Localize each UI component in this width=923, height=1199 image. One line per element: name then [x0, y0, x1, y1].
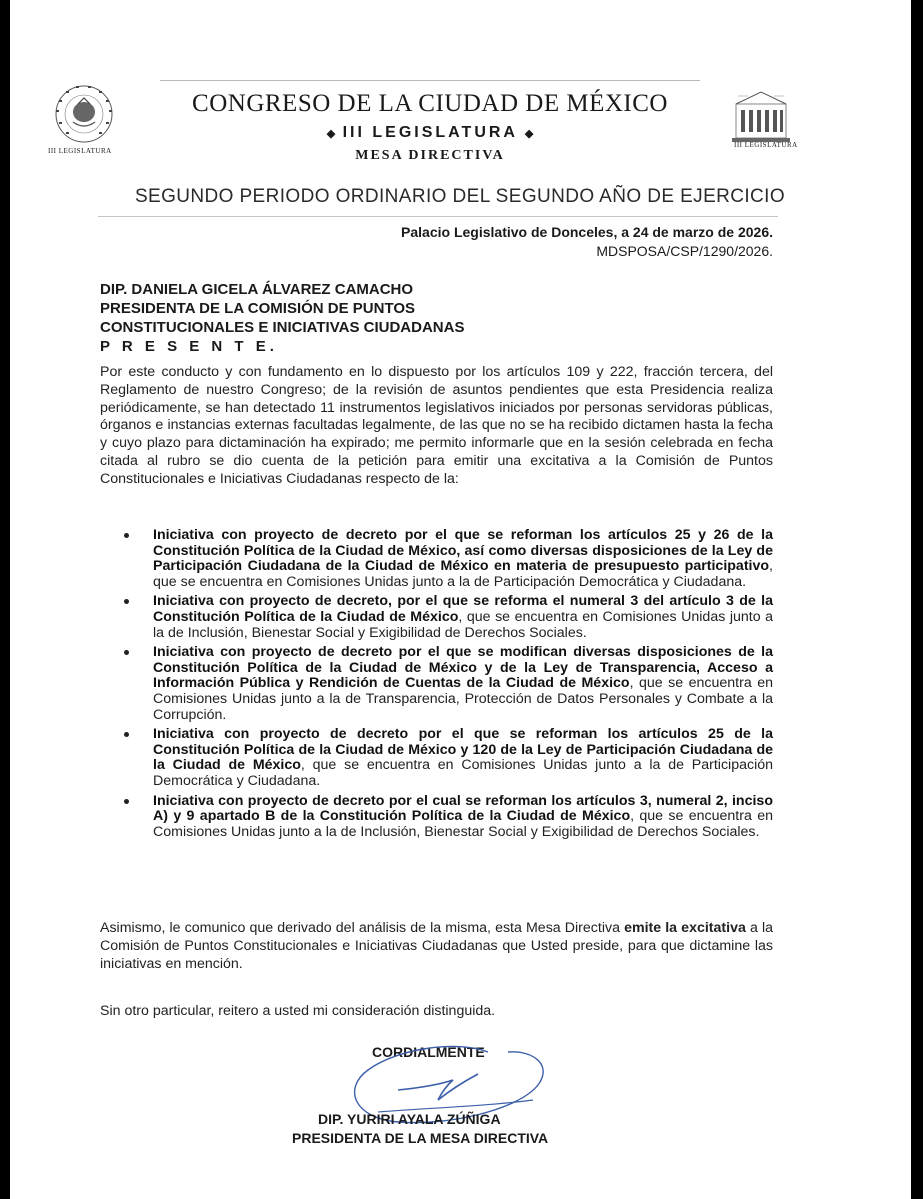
header-rule — [160, 80, 700, 81]
initiative-title: Iniciativa con proyecto de decreto por el cual se reforman los artículos 3, numeral 2, inciso A) y 9 apartado B de la Constitución Política de la Ciudad de México — [153, 792, 773, 825]
legislatura-label: III LEGISLATURA — [342, 124, 518, 141]
diamond-icon: ◆ — [326, 128, 336, 140]
list-item — [100, 645, 773, 723]
paragraph-intro: Por este conducto y con fundamento en lo dispuesto por los artículos 109 y 222, fracción tercera, del Reglamento de nuestro Congreso; de la revisión de asuntos pendientes que esta Presidencia realiza periódicamente, se han detectado 11 instrumentos legislativos iniciados por personas servidoras públicas, órganos e instancias externas facultadas legalmente, de las que no se ha recibido dictamen hasta la fecha y cuyo plazo para dictaminación ha expirado; me permito informarle que en la sesión celebrada en fecha citada al rubro se dio cuenta de la petición para emitir una excitativa a la Comisión de Puntos Constitucionales e Iniciativas Ciudadanas respecto de la: — [100, 364, 773, 487]
diamond-icon: ◆ — [524, 128, 534, 140]
bullet-icon — [124, 799, 129, 804]
mesa-directiva-label: MESA DIRECTIVA — [355, 148, 505, 163]
resolution-text-b: a la Comisión de Puntos Constitucionales e Iniciativas Ciudadanas que Usted preside, para que dictamine las iniciativas en mención. — [100, 920, 773, 972]
addressee-role-1: PRESIDENTA DE LA COMISIÓN DE PUNTOS — [100, 300, 416, 317]
list-item — [100, 727, 773, 789]
list-item — [100, 594, 773, 641]
legislatura-line — [140, 124, 720, 142]
bullet-icon — [124, 533, 129, 538]
scan-edge-left — [0, 0, 10, 1199]
congress-seal-left-icon — [42, 80, 127, 152]
initiative-status: , que se encuentra en Comisiones Unidas junto a la de Inclusión, Bienestar Social y Exigibilidad de Derechos Sociales. — [153, 608, 773, 641]
seal-right-caption: III LEGISLATURA — [734, 141, 798, 149]
list-item — [100, 528, 773, 590]
place-date: Palacio Legislativo de Donceles, a 24 de marzo de 2026. — [401, 224, 773, 240]
list-item — [100, 794, 773, 841]
bullet-icon — [124, 599, 129, 604]
period-heading: SEGUNDO PERIODO ORDINARIO DEL SEGUNDO AÑO DE EJERCICIO — [134, 186, 786, 207]
resolution-emphasis: emite la excitativa — [624, 920, 746, 936]
initiative-title: Iniciativa con proyecto de decreto por el que se reforman los artículos 25 de la Constitución Política de la Ciudad de México y 120 de la Ley de Participación Ciudadana de la Ciudad de México — [153, 726, 773, 774]
addressee-name: DIP. DANIELA GICELA ÁLVAREZ CAMACHO — [100, 281, 414, 298]
initiative-status: , que se encuentra en Comisiones Unidas junto a la de Transparencia, Protección de Datos Personales y Combate a la Corrupción. — [153, 675, 774, 723]
addressee-block — [100, 280, 464, 356]
reference-number: MDSPOSA/CSP/1290/2026. — [596, 243, 773, 259]
paragraph-farewell: Sin otro particular, reitero a usted mi consideración distinguida. — [100, 1003, 496, 1019]
initiative-title: Iniciativa con proyecto de decreto, por el que se reforma el numeral 3 del artículo 3 de la Constitución Política de la Ciudad de México — [153, 593, 773, 625]
period-rule — [98, 216, 778, 217]
addressee-role-2: CONSTITUCIONALES E INICIATIVAS CIUDADANAS — [100, 319, 465, 336]
initiatives-list — [100, 528, 773, 844]
closing-salutation: CORDIALMENTE — [372, 1044, 485, 1060]
initiative-title: Iniciativa con proyecto de decreto por el que se modifican diversas disposiciones de la Constitución Política de la Ciudad de México y de la Ley de Transparencia, Acceso a Información Pública y Rendición de Cuentas de la Ciudad de México — [153, 644, 773, 692]
initiative-status: , que se encuentra en Comisiones Unidas junto a la de Participación Democrática y Ciudadana. — [153, 558, 773, 590]
seal-left-caption: III LEGISLATURA — [48, 147, 112, 155]
congress-title: CONGRESO DE LA CIUDAD DE MÉXICO — [192, 90, 668, 117]
paragraph-resolution — [100, 920, 773, 973]
initiative-title: Iniciativa con proyecto de decreto por el que se reforman los artículos 25 y 26 de la Constitución Política de la Ciudad de México, así como diversas disposiciones de la Ley de Participación Ciudadana de la Ciudad de México en materia de presupuesto participativo — [153, 527, 773, 575]
bullet-icon — [124, 732, 129, 737]
presente-label: P R E S E N T E. — [100, 338, 278, 355]
initiative-status: , que se encuentra en Comisiones Unidas junto a la de Participación Democrática y Ciudadana. — [153, 757, 774, 789]
initiative-status: , que se encuentra en Comisiones Unidas junto a la de Inclusión, Bienestar Social y Exigibilidad de Derechos Sociales. — [153, 808, 773, 840]
signatory-title: PRESIDENTA DE LA MESA DIRECTIVA — [292, 1130, 549, 1146]
scan-edge-right — [911, 0, 923, 1199]
bullet-icon — [124, 650, 129, 655]
signatory-name: DIP. YURIRI AYALA ZÚÑIGA — [318, 1111, 501, 1127]
resolution-text-a: Asimismo, le comunico que derivado del análisis de la misma, esta Mesa Directiva — [100, 920, 625, 936]
